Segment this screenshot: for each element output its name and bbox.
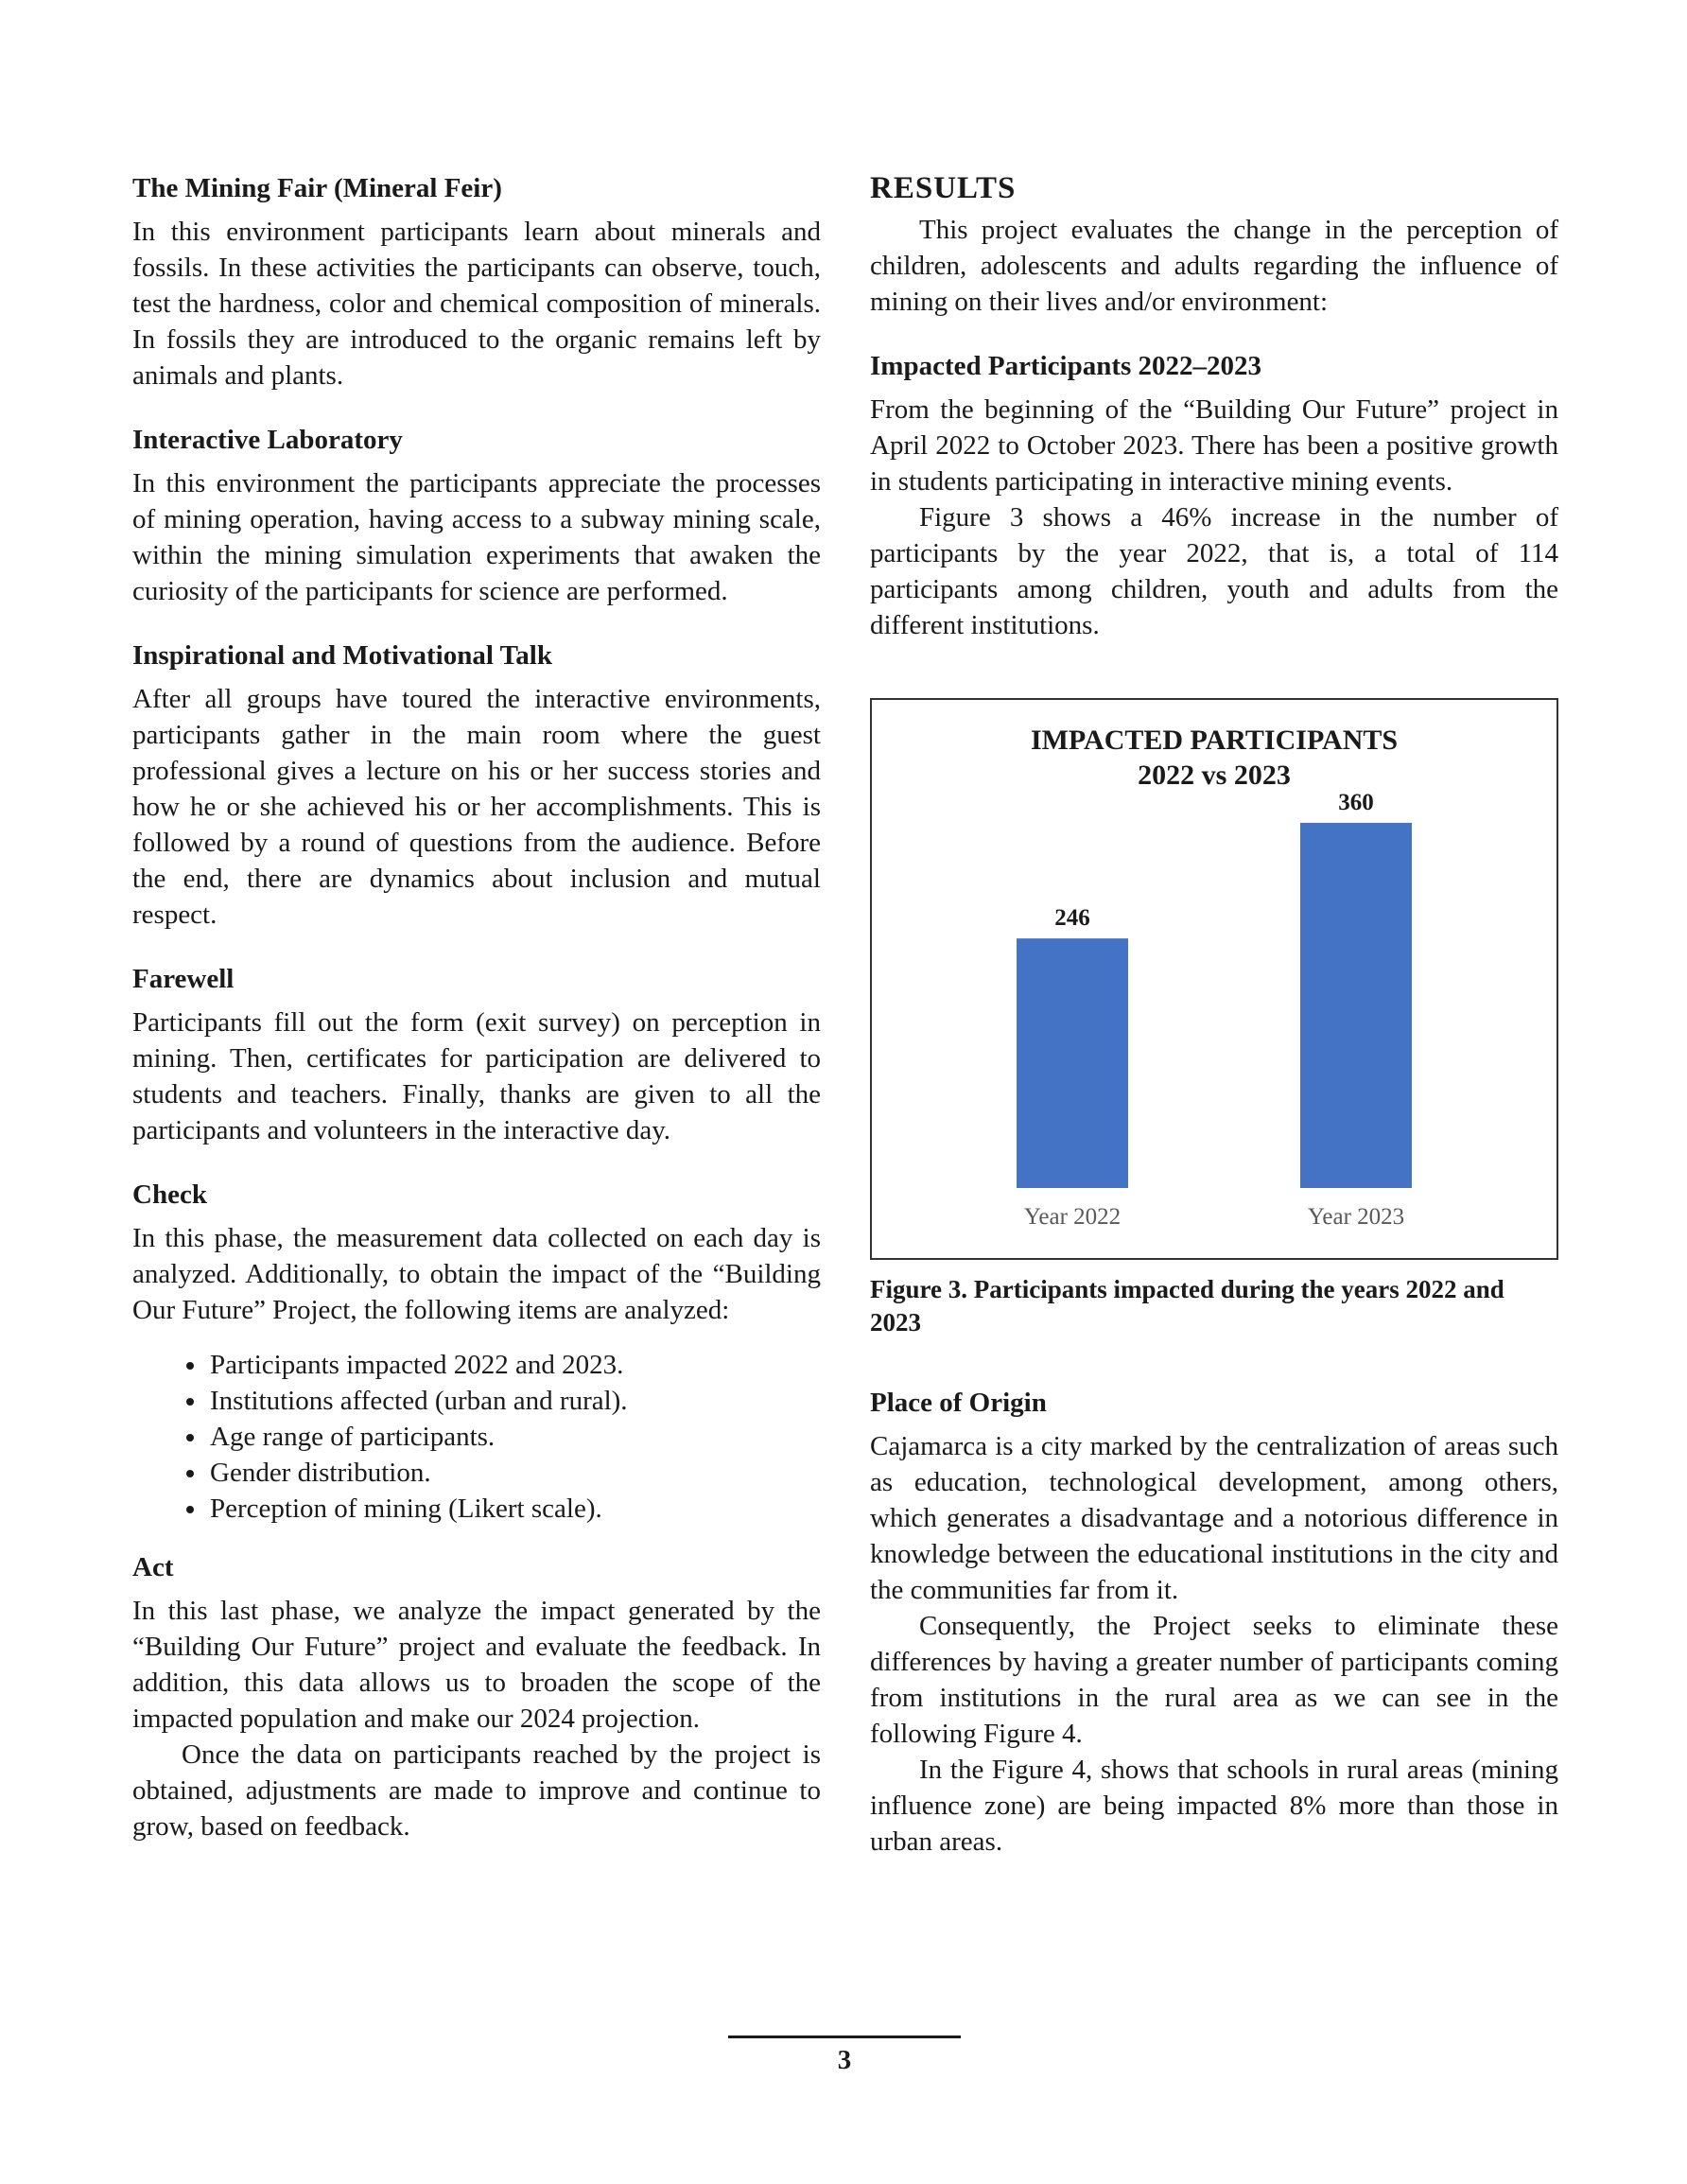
section-heading: Farewell <box>132 964 235 994</box>
x-tick-label: Year 2023 <box>1307 1204 1405 1230</box>
paragraph: From the beginning of the “Building Our Future” project in April 2022 to October 2023. There has been a positive growth in students participating in interactive mining events. <box>870 394 1558 497</box>
section-heading: Interactive Laboratory <box>132 425 403 455</box>
figure-caption: Figure 3. Participants impacted during the years 2022 and 2023 <box>870 1275 1504 1337</box>
left-column <box>132 170 821 1873</box>
check-section <box>132 1177 821 1527</box>
impacted-participants-section <box>870 348 1558 643</box>
paragraph: Figure 3 shows a 46% increase in the number of participants by the year 2022, that is, a total of 114 participants among children, youth and adults from the different institutions. <box>870 502 1558 640</box>
results-section <box>870 170 1558 320</box>
paragraph: Participants fill out the form (exit survey) on perception in mining. Then, certificates for participation are delivered to students and teachers. Finally, thanks are given to all the participants and volunteers in the interactive day. <box>132 1007 821 1145</box>
data-label: 360 <box>1338 789 1374 815</box>
list-item: • Age range of participants. <box>208 1419 821 1455</box>
paragraph: Consequently, the Project seeks to eliminate these differences by having a greater number of participants coming from institutions in the rural area as we can see in the following Figure 4. <box>870 1611 1558 1749</box>
bar-year-2023 <box>1300 823 1412 1188</box>
section-heading: Impacted Participants 2022–2023 <box>870 351 1262 381</box>
place-of-origin-section <box>870 1385 1558 1860</box>
list-item: • Perception of mining (Likert scale). <box>208 1491 821 1527</box>
mining-fair-section <box>132 170 821 393</box>
list-item: • Participants impacted 2022 and 2023. <box>208 1347 821 1383</box>
page-number: 3 <box>837 2045 852 2075</box>
bar-chart <box>872 700 1557 1258</box>
paragraph: In this environment participants learn about minerals and fossils. In these activities the participants can observe, touch, test the hardness, color and chemical composition of minerals. In fossils they are introduced to the organic remains left by animals and plants. <box>132 217 821 391</box>
paragraph: In this phase, the measurement data collected on each day is analyzed. Additionally, to obtain the impact of the “Building Our Future” Project, the following items are analyzed: <box>132 1223 821 1325</box>
section-heading: Inspirational and Motivational Talk <box>132 640 552 671</box>
farewell-section <box>132 961 821 1148</box>
paragraph: In the Figure 4, shows that schools in rural areas (mining influence zone) are being impacted 8% more than those in urban areas. <box>870 1755 1558 1857</box>
bar-year-2022 <box>1017 938 1128 1188</box>
bullet-list <box>132 1347 821 1527</box>
section-heading: The Mining Fair (Mineral Feir) <box>132 173 502 203</box>
paragraph: Once the data on participants reached by the project is obtained, adjustments are made to improve and continue to grow, based on feedback. <box>132 1739 821 1842</box>
paragraph: In this last phase, we analyze the impact generated by the “Building Our Future” project and evaluate the feedback. In addition, this data allows us to broaden the scope of the impacted population and make our 2024 projection. <box>132 1596 821 1734</box>
list-item: • Institutions affected (urban and rural). <box>208 1383 821 1419</box>
section-heading: Check <box>132 1179 207 1210</box>
chart-subtitle: 2022 vs 2023 <box>1138 760 1291 791</box>
act-section <box>132 1549 821 1844</box>
section-heading: Act <box>132 1552 174 1582</box>
section-heading: Place of Origin <box>870 1388 1047 1418</box>
paragraph: Cajamarca is a city marked by the centralization of areas such as education, technological development, among others, which generates a disadvantage and a notorious difference in knowledge between the educational institutions in the city and the communities far from it. <box>870 1431 1558 1605</box>
data-label: 246 <box>1054 905 1090 932</box>
right-column <box>870 170 1558 1860</box>
motivational-talk-section <box>132 638 821 933</box>
figure-3-chart <box>870 698 1558 1260</box>
bar-group <box>1017 790 1412 1230</box>
footer-rule <box>728 2035 961 2038</box>
x-tick-label: Year 2022 <box>1023 1204 1122 1230</box>
list-item: • Gender distribution. <box>208 1455 821 1491</box>
section-title: RESULTS <box>870 171 1017 205</box>
paragraph: This project evaluates the change in the perception of children, adolescents and adults regarding the influence of mining on their lives and/or environment: <box>870 215 1558 317</box>
chart-title: IMPACTED PARTICIPANTS <box>1030 725 1399 756</box>
paragraph: In this environment the participants appreciate the processes of mining operation, having access to a subway mining scale, within the mining simulation experiments that awaken the curiosity of the participants for science are performed. <box>132 468 821 606</box>
paragraph: After all groups have toured the interactive environments, participants gather in the main room where the guest professional gives a lecture on his or her success stories and how he or she achieved his or her accomplishments. This is followed by a round of questions from the audience. Before the end, there are dynamics about inclusion and mutual respect. <box>132 684 821 930</box>
interactive-laboratory-section <box>132 422 821 609</box>
